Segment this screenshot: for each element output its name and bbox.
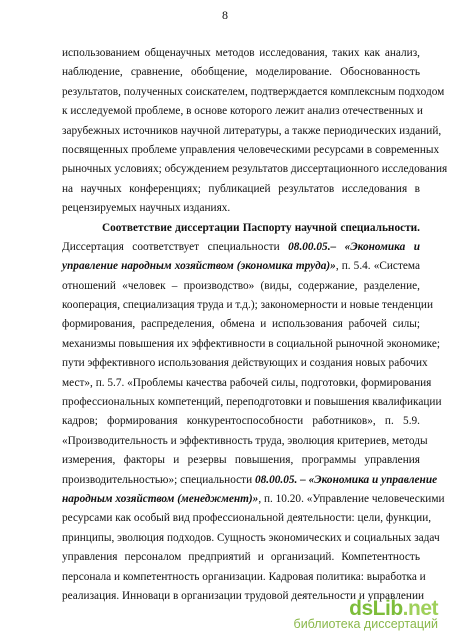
section-heading <box>62 219 420 238</box>
text-line: рыночных условиях; обсуждением результатов диссертационного исследования <box>62 163 448 176</box>
text-line <box>62 471 438 490</box>
text-line: пути эффективного использования действующих и создания новых рабочих <box>62 357 428 370</box>
document-body <box>62 44 448 606</box>
text-run: Диссертация соответствует специальности <box>62 240 289 253</box>
text-line: кооперация, специализация труда и т.д.); закономерности и новые тенденции <box>62 299 433 312</box>
text-line: профессиональных компетенций, переподготовки и повышения квалификации <box>62 396 442 409</box>
specialty-name: народным хозяйством (менеджмент)» <box>62 492 259 505</box>
text-line: персонала и компетентность организации. Кадровая политика: выработка и <box>62 570 426 583</box>
text-line: мест», п. 5.7. «Проблемы качества рабочей силы, подготовки, формирования <box>62 376 432 389</box>
specialty-name: 08.00.05. – «Экономика и управление <box>254 473 438 486</box>
text-line: результатов, полученных соискателем, подтверждается комплексным подходом <box>62 85 445 98</box>
text-line: рецензируемых научных изданиях. <box>62 202 231 215</box>
text-line: реализация. Инноваци в организации трудовой деятельности и управлении <box>62 589 425 602</box>
page-number: 8 <box>222 8 228 22</box>
text-line: измерения, факторы и резервы повышения, программы управления <box>62 454 420 467</box>
text-line: наблюдение, сравнение, обобщение, моделирование. Обоснованность <box>62 66 420 79</box>
watermark-subtitle: библиотека диссертаций <box>293 617 438 631</box>
text-line: на научных конференциях; публикацией результатов исследования в <box>62 182 420 195</box>
dslib-watermark[interactable] <box>294 597 438 631</box>
text-line: посвященных проблеме управления человеческими ресурсами в современных <box>62 143 440 156</box>
text-line: механизмы повышения их эффективности в социальной рыночной экономике; <box>62 337 440 350</box>
text-line <box>62 257 420 276</box>
text-run: , п. 10.20. «Управление человеческими <box>258 492 445 505</box>
text-line: управления персоналом предприятий и организаций. Компетентность <box>62 551 420 564</box>
logo-main: dsLib <box>349 597 403 620</box>
specialty-name: управление народным хозяйством (экономика труда)» <box>62 260 336 273</box>
text-run: производительностью»; специальности <box>62 473 255 486</box>
specialty-name: 08.00.05.– «Экономика и <box>288 240 420 253</box>
text-line <box>62 238 420 257</box>
text-line <box>62 490 445 509</box>
logo-suffix: .net <box>402 597 438 620</box>
section-heading-text: Соответствие диссертации Паспорту научной специальности. <box>102 221 420 234</box>
text-line: к исследуемой проблеме, в основе которого лежит анализ отечественных и <box>62 105 423 118</box>
text-line: отношений «человек – производство» (виды, содержание, разделение, <box>62 279 420 292</box>
text-line: зарубежных источников научной литературы, а также периодических изданий, <box>62 124 442 137</box>
text-line: ресурсами как особый вид профессиональной деятельности: цели, функции, <box>62 512 432 525</box>
text-line: формирования, распределения, обмена и использования рабочей силы; <box>62 318 420 331</box>
text-line: «Производительность и эффективность труда, эволюция критериев, методы <box>62 434 428 447</box>
text-line: использованием общенаучных методов исследования, таких как анализ, <box>62 47 420 59</box>
text-line: принципы, эволюция подходов. Сущность экономических и социальных задач <box>62 531 440 544</box>
text-line: кадров; формирования конкурентоспособности работников», п. 5.9. <box>62 415 420 428</box>
text-run: , п. 5.4. «Система <box>335 260 420 273</box>
